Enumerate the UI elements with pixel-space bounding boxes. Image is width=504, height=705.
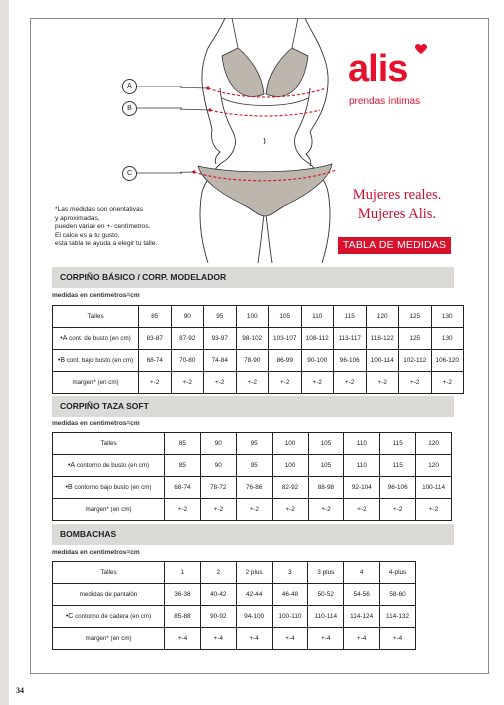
measure-value-cell: 118-122	[366, 328, 399, 350]
brand-logo: alis	[348, 48, 408, 90]
measure-value-cell: 103-107	[269, 328, 302, 350]
measure-value-cell: 58-60	[380, 584, 416, 606]
size-header-cell: 105	[269, 306, 302, 328]
size-header-cell: 110	[301, 306, 334, 328]
size-table-soft	[52, 432, 452, 521]
measure-value-cell: +-2	[139, 372, 172, 394]
measure-marker: •A	[67, 462, 76, 469]
measure-value-cell: 94-100	[236, 606, 272, 628]
measure-label: contorno bajo busto (en cm)	[74, 484, 152, 491]
measure-value-cell: 114-132	[380, 606, 416, 628]
measure-value-cell: 125	[399, 328, 432, 350]
measure-row	[53, 372, 464, 394]
measure-row	[53, 499, 452, 521]
measure-value-cell: +-2	[431, 372, 464, 394]
measure-value-cell: 115	[380, 455, 416, 477]
size-header-cell: 125	[399, 306, 432, 328]
measure-value-cell: +-2	[366, 372, 399, 394]
size-header-row	[53, 562, 416, 584]
measure-value-cell: +-2	[272, 499, 308, 521]
measure-value-cell: 102-112	[399, 350, 432, 372]
measure-value-cell: 90	[200, 455, 236, 477]
measure-value-cell: +-2	[399, 372, 432, 394]
measure-label-cell	[53, 455, 165, 477]
measure-row	[53, 328, 464, 350]
section-title-soft: CORPIÑO TAZA SOFT	[52, 396, 454, 417]
measure-value-cell: +-2	[236, 499, 272, 521]
size-header-cell: 120	[416, 433, 452, 455]
measure-label-cell	[53, 584, 165, 606]
units-basico: medidas en centimetros=cm	[52, 292, 140, 299]
size-header-cell: 95	[236, 433, 272, 455]
measure-value-cell: 88-98	[308, 477, 344, 499]
size-header-cell: 105	[308, 433, 344, 455]
size-header-cell: 110	[344, 433, 380, 455]
measure-value-cell: +-2	[165, 499, 201, 521]
measure-value-cell: 105	[308, 455, 344, 477]
slogan-line-2: Mujeres Alis.	[357, 206, 437, 222]
size-header-cell: 115	[334, 306, 367, 328]
measure-value-cell: +-2	[380, 499, 416, 521]
measure-value-cell: +-2	[204, 372, 237, 394]
size-header-cell: 85	[139, 306, 172, 328]
measure-value-cell: +-2	[200, 499, 236, 521]
size-header-cell: 1	[165, 562, 201, 584]
page-number: 34	[16, 686, 24, 695]
size-header-label: Talles	[53, 562, 165, 584]
measure-label: margen* (en cm)	[72, 379, 119, 386]
measure-value-cell: 110-114	[308, 606, 344, 628]
size-header-cell: 90	[171, 306, 204, 328]
disclaimer-note	[55, 206, 225, 249]
measure-value-cell: 85-88	[165, 606, 201, 628]
measure-label-cell	[53, 350, 139, 372]
measure-value-cell: +-2	[344, 499, 380, 521]
measure-label-cell	[53, 499, 165, 521]
measure-label: cont. de busto (en cm)	[69, 335, 131, 342]
measure-value-cell: +-4	[165, 628, 201, 650]
measure-value-cell: 113-117	[334, 328, 367, 350]
measure-value-cell: 82-92	[272, 477, 308, 499]
measure-label-cell	[53, 328, 139, 350]
size-header-cell: 2	[200, 562, 236, 584]
size-header-cell: 130	[431, 306, 464, 328]
measure-label: contorno de busto (en cm)	[76, 462, 150, 469]
measure-value-cell: 108-112	[301, 328, 334, 350]
note-line-3: pueden variar en +- centímetros.	[55, 223, 151, 231]
measure-marker: •B	[65, 484, 73, 491]
measure-value-cell: 78-72	[200, 477, 236, 499]
measure-value-cell: 87-92	[171, 328, 204, 350]
measure-value-cell: 106-120	[431, 350, 464, 372]
measure-value-cell: 68-74	[165, 477, 201, 499]
marker-b: B	[122, 101, 137, 116]
note-line-2: y aproximadas,	[55, 214, 100, 222]
measure-value-cell: 96-106	[334, 350, 367, 372]
size-header-cell: 4-plus	[380, 562, 416, 584]
size-header-cell: 120	[366, 306, 399, 328]
measure-value-cell: +-2	[269, 372, 302, 394]
measure-value-cell: 46-48	[272, 584, 308, 606]
size-header-cell: 115	[380, 433, 416, 455]
size-header-label: Talles	[53, 306, 139, 328]
measure-value-cell: +-4	[308, 628, 344, 650]
measure-label: margen* (en cm)	[85, 635, 132, 642]
measure-value-cell: 110	[344, 455, 380, 477]
size-header-cell: 3	[272, 562, 308, 584]
note-line-1: *Las medidas son orientativas	[55, 206, 143, 213]
size-header-row	[53, 433, 452, 455]
marker-c: C	[122, 166, 137, 181]
measure-row	[53, 350, 464, 372]
slogan-line-1: Mujeres reales.	[352, 187, 442, 203]
measure-value-cell: 76-86	[236, 477, 272, 499]
measure-label-cell	[53, 628, 165, 650]
measure-value-cell: 92-104	[344, 477, 380, 499]
measure-row	[53, 477, 452, 499]
measure-marker: •A	[60, 335, 68, 342]
measure-value-cell: 85	[165, 455, 201, 477]
size-header-cell: 85	[165, 433, 201, 455]
note-line-5: esta tabla te ayuda a elegir tu talle.	[55, 240, 158, 248]
measure-value-cell: 93-97	[204, 328, 237, 350]
measure-value-cell: 100-114	[416, 477, 452, 499]
size-header-cell: 90	[200, 433, 236, 455]
page-edge-strip	[0, 0, 9, 705]
measure-value-cell: 96-106	[380, 477, 416, 499]
measure-value-cell: +-4	[200, 628, 236, 650]
measure-row	[53, 606, 416, 628]
measure-label: margen* (en cm)	[85, 506, 132, 513]
measure-value-cell: +-2	[171, 372, 204, 394]
measure-value-cell: 98-102	[236, 328, 269, 350]
measure-marker: •C	[65, 613, 74, 620]
measure-value-cell: 100-114	[366, 350, 399, 372]
measure-row	[53, 628, 416, 650]
size-header-cell: 2 plus	[236, 562, 272, 584]
measure-row	[53, 455, 452, 477]
measure-value-cell: 68-74	[139, 350, 172, 372]
measure-value-cell: 83-87	[139, 328, 172, 350]
measure-label-cell	[53, 606, 165, 628]
measure-value-cell: +-2	[301, 372, 334, 394]
measure-label: cont. bajo busto (en cm)	[66, 357, 134, 364]
measure-value-cell: 36-38	[165, 584, 201, 606]
units-soft: medidas en centimetros=cm	[52, 420, 140, 427]
measure-value-cell: 50-52	[308, 584, 344, 606]
measure-value-cell: +-4	[344, 628, 380, 650]
measure-value-cell: 42-44	[236, 584, 272, 606]
measure-value-cell: 86-99	[269, 350, 302, 372]
size-header-cell: 100	[272, 433, 308, 455]
section-title-basico: CORPIÑO BÁSICO / CORP. MODELADOR	[52, 267, 454, 288]
slogan	[330, 186, 464, 224]
size-table-bombachas	[52, 561, 416, 650]
measure-label: contorno de cadera (en cm)	[75, 613, 152, 620]
size-header-cell: 100	[236, 306, 269, 328]
measure-value-cell: 54-56	[344, 584, 380, 606]
measure-value-cell: 100	[272, 455, 308, 477]
measure-value-cell: +-2	[334, 372, 367, 394]
size-table-basico	[52, 305, 464, 394]
measure-value-cell: 100-110	[272, 606, 308, 628]
size-header-cell: 4	[344, 562, 380, 584]
measure-value-cell: 95	[236, 455, 272, 477]
measure-marker: •B	[57, 357, 65, 364]
measure-value-cell: 70-80	[171, 350, 204, 372]
measure-value-cell: +-2	[236, 372, 269, 394]
units-bombachas: medidas en centimetros=cm	[52, 549, 140, 556]
measure-label: medidas de pantalón	[79, 591, 138, 598]
measure-value-cell: 90-92	[200, 606, 236, 628]
size-header-label: Talles	[53, 433, 165, 455]
measure-label-cell	[53, 477, 165, 499]
measure-value-cell: 120	[416, 455, 452, 477]
measure-value-cell: 90-100	[301, 350, 334, 372]
measure-value-cell: +-4	[236, 628, 272, 650]
measure-value-cell: +-2	[308, 499, 344, 521]
marker-leader-lines	[136, 86, 182, 174]
measure-value-cell: 74-84	[204, 350, 237, 372]
brand-tagline: prendas íntimas	[349, 96, 421, 107]
note-line-4: El calce es a tu gusto,	[55, 231, 120, 239]
measure-value-cell: 114-124	[344, 606, 380, 628]
measure-value-cell: 78-90	[236, 350, 269, 372]
section-title-bombachas: BOMBACHAS	[52, 524, 454, 545]
size-header-cell: 3 plus	[308, 562, 344, 584]
measure-value-cell: +-4	[380, 628, 416, 650]
chart-title-tag: TABLA DE MEDIDAS	[338, 237, 451, 254]
measure-value-cell: 40-42	[200, 584, 236, 606]
size-header-cell: 95	[204, 306, 237, 328]
measure-label-cell	[53, 372, 139, 394]
measure-value-cell: 130	[431, 328, 464, 350]
size-header-row	[53, 306, 464, 328]
marker-a: A	[122, 79, 137, 94]
measure-row	[53, 584, 416, 606]
heart-icon	[415, 44, 427, 55]
measure-value-cell: +-2	[416, 499, 452, 521]
measure-value-cell: +-4	[272, 628, 308, 650]
